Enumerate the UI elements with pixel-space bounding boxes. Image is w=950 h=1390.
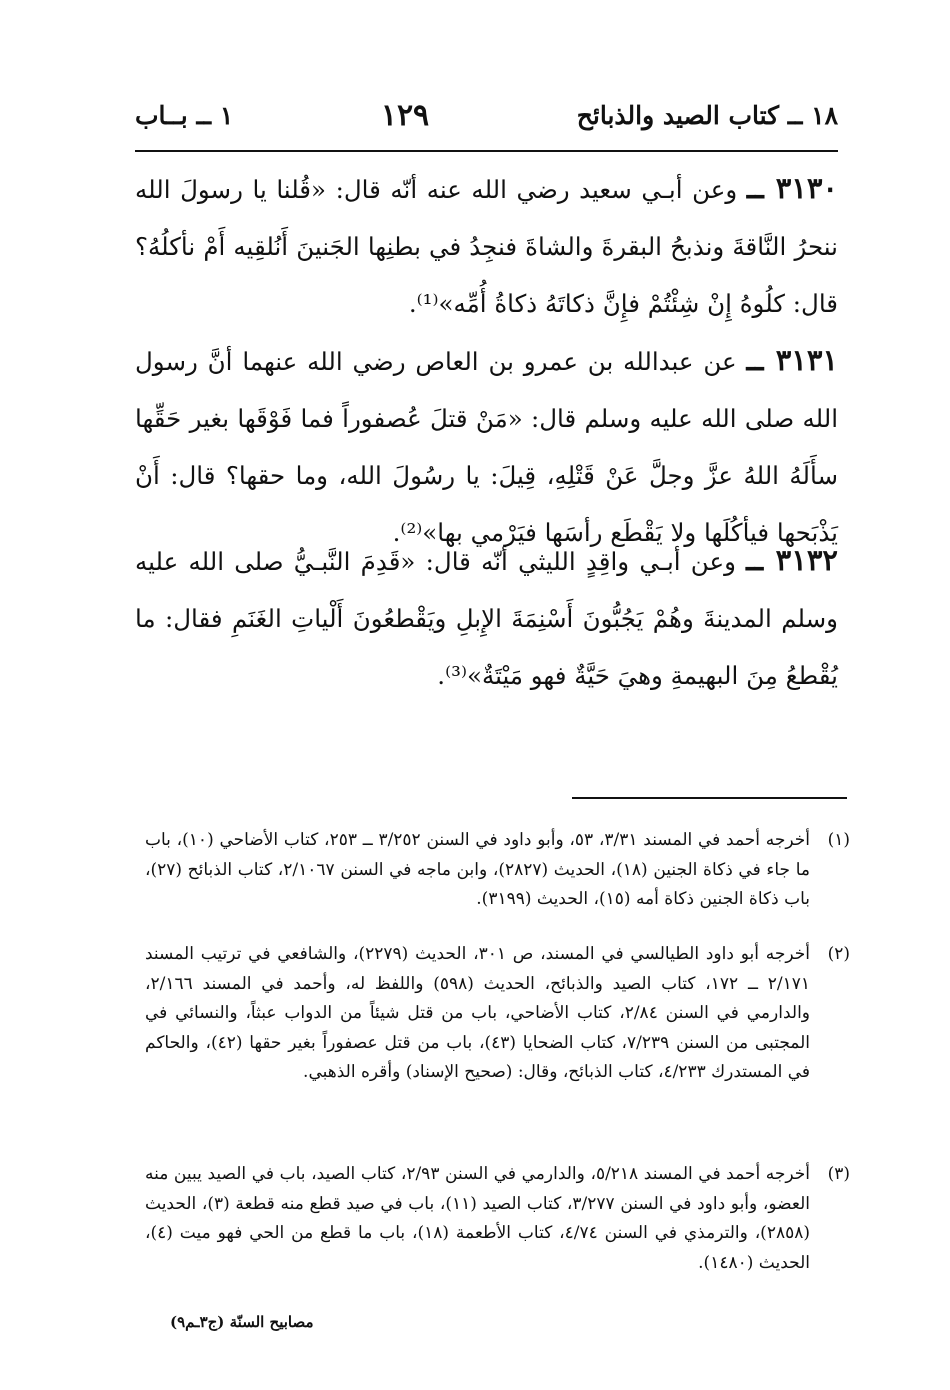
hadith-text: وعن أبـي سعيد رضي الله عنه أنّه قال: «قُلنا يا رسولَ الله ننحرُ النَّاقةَ ونذبحُ البقرةَ والشاةَ فنجِدُ في بطنِها الجَنينَ أَنُلقِيه أَمْ نأكلُهُ؟ قال: كلُوهُ إِنْ شِئْتُمْ فإِنَّ ذكاتَهُ ذكاةُ أُمِّه»⁽¹⁾.	[135, 175, 838, 318]
footnote-text: أخرجه أحمد في المسند ٥/٢١٨، والدارمي في السنن ٢/٩٣، كتاب الصيد، باب في الصيد يبين منه العضو، وأبو داود في السنن ٣/٢٧٧، كتاب الصيد (١١)، باب في صيد قطع منه قطعة (٣)، الحديث (٢٨٥٨)، والترمذي في السنن ٤/٧٤، كتاب الأطعمة (١٨)، باب ما قطع من الحي فهو ميت (٤)، الحديث (١٤٨٠).	[145, 1164, 810, 1273]
hadith-text: وعن أبـي واقِدٍ الليثي أنّه قال: «قَدِمَ النَّبـيُّ صلى الله عليه وسلم المدينةَ وهُمْ يَجُبُّونَ أَسْنِمَةَ الإِبلِ ويَقْطعُونَ أَلْياتِ الغَنَمِ فقال: ما يُقْطعُ مِنَ البهيمةِ وهيَ حَيَّةٌ فهو مَيْتَةٌ»⁽³⁾.	[135, 547, 838, 690]
header-divider	[135, 150, 838, 152]
footnote-number: (١)	[827, 830, 850, 850]
footnote-number: (٢)	[827, 944, 850, 964]
section-title: ١ ــ بــاب	[135, 100, 234, 130]
hadith-number: ٣١٣١ ــ	[746, 343, 839, 377]
footnote-1	[145, 826, 850, 915]
printer-signature: مصابيح السنّة (ج٣ـم٩)	[170, 1313, 314, 1331]
hadith-text: عن عبدالله بن عمرو بن العاص رضي الله عنهما أنَّ رسول الله صلى الله عليه وسلم قال: «مَنْ قتلَ عُصفوراً فما فَوْقَها بغير حَقِّها سأَلَهُ اللهُ عزَّ وجلَّ عَنْ قَتْلِهِ، قِيلَ: يا رسُولَ الله، وما حقها؟ قال: أَنْ يَذْبَحها فيأكُلَها ولا يَقْطَع رأسَها فيَرْمي بها»⁽²⁾.	[135, 347, 838, 547]
hadith-3130	[135, 160, 838, 332]
footnote-text: أخرجه أحمد في المسند ٣/٣١، ٥٣، وأبو داود في السنن ٣/٢٥٢ ــ ٢٥٣، كتاب الأضاحي (١٠)، باب ما جاء في ذكاة الجنين (١٨)، الحديث (٢٨٢٧)، وابن ماجه في السنن ٢/١٠٦٧، كتاب الذبائح (٢٧)، باب ذكاة الجنين ذكاة أمه (١٥)، الحديث (٣١٩٩).	[145, 830, 811, 909]
hadith-3132	[135, 532, 838, 704]
footnote-number: (٣)	[827, 1164, 850, 1184]
footnote-2	[145, 940, 850, 1088]
running-header	[135, 92, 838, 138]
hadith-number: ٣١٣٢ ــ	[746, 543, 838, 577]
chapter-title: ١٨ ــ كتاب الصيد والذبائح	[576, 100, 838, 130]
footnote-3	[145, 1160, 850, 1278]
page-number: ١٢٩	[380, 97, 430, 133]
footnotes-divider	[572, 797, 847, 799]
footnote-text: أخرجه أبو داود الطيالسي في المسند، ص ٣٠١، الحديث (٢٢٧٩)، والشافعي في ترتيب المسند ٢/١٧١ ــ ١٧٢، كتاب الصيد والذبائح، الحديث (٥٩٨) واللفظ له، وأحمد في المسند ٢/١٦٦، والدارمي في السنن ٢/٨٤، كتاب الأضاحي، باب من قتل شيئاً من الدواب عبثاً، والنسائي في المجتبى من السنن ٧/٢٣٩، كتاب الضحايا (٤٣)، باب من قتل عصفوراً بغير حقها (٤٢)، والحاكم في المستدرك ٤/٢٣٣، كتاب الذبائح، وقال: (صحيح الإسناد) وأقره الذهبي.	[145, 944, 811, 1082]
hadith-number: ٣١٣٠ ــ	[746, 171, 838, 205]
hadith-3131	[135, 332, 838, 561]
